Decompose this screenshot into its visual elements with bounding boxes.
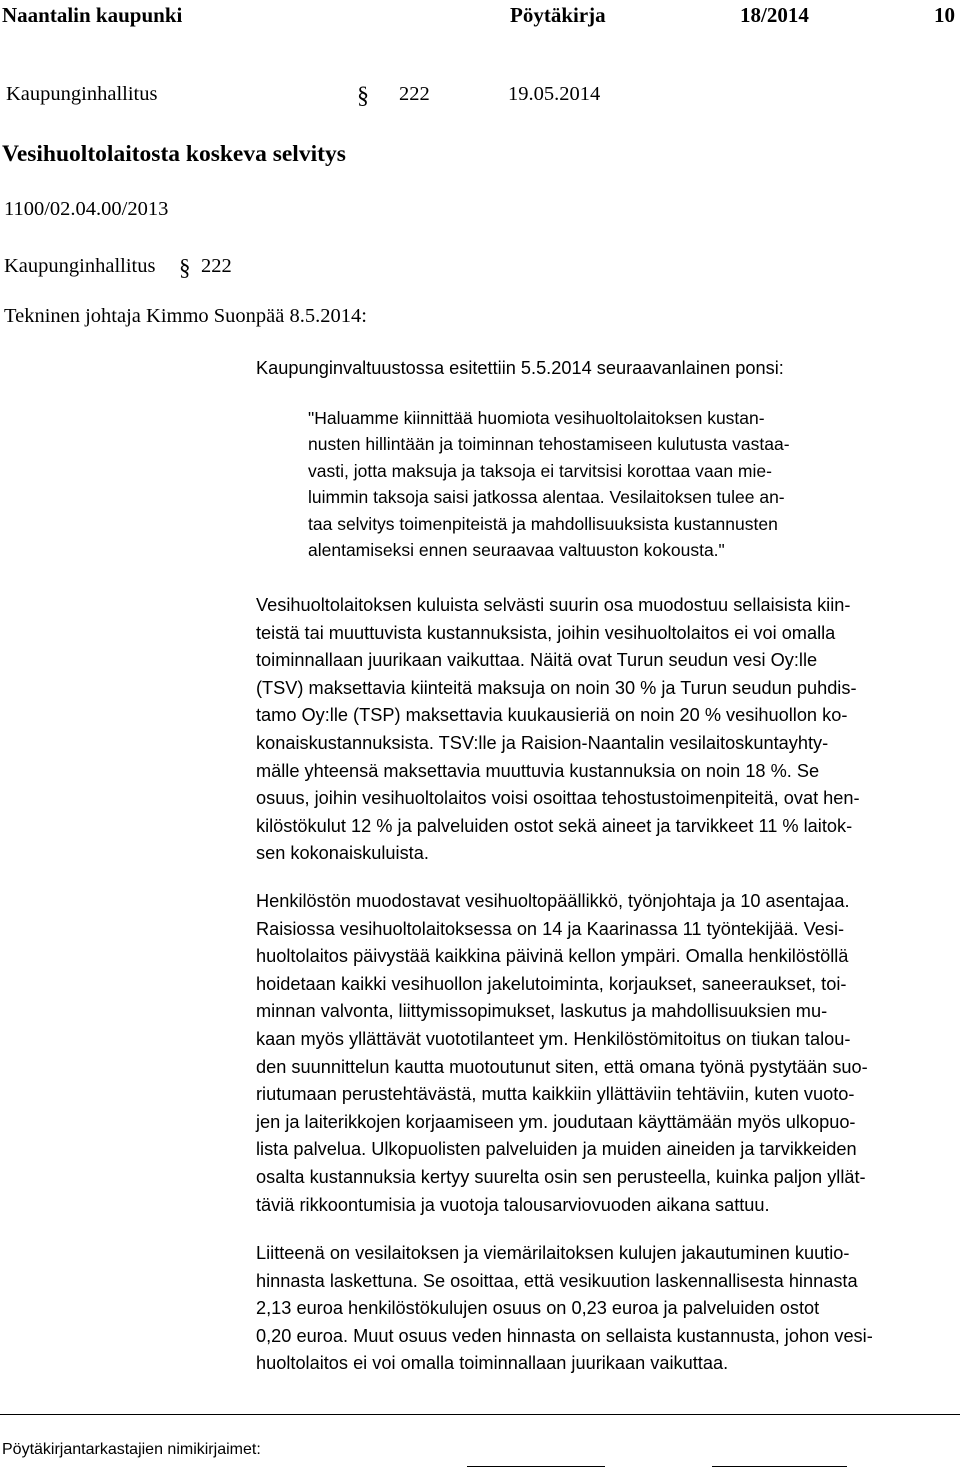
quote-line: vasti, jotta maksuja ja taksoja ei tarvitsisi korottaa vaan mie- xyxy=(308,460,772,481)
quote-line: "Haluamme kiinnittää huomiota vesihuoltolaitoksen kustan- xyxy=(308,408,765,428)
paragraph-line: den suunnittelun kautta muotoutunut siten, että omana työnä pystytään suo- xyxy=(256,1056,868,1077)
paragraph-line: teistä tai muuttuvista kustannuksista, joihin vesihuoltolaitos ei voi omalla xyxy=(256,622,836,643)
paragraph-line: 0,20 euroa. Muut osuus veden hinnasta on sellaista kustannusta, johon vesi- xyxy=(256,1325,873,1346)
footer-label: Pöytäkirjantarkastajien nimikirjaimet: xyxy=(2,1441,261,1458)
history-section-number: 222 xyxy=(201,255,232,277)
paragraph-line: Vesihuoltolaitoksen kuluista selvästi suurin osa muodostuu sellaisista kiin- xyxy=(256,595,851,615)
paragraph-line: konaiskustannuksista. TSV:lle ja Raision-Naantalin vesilaitoskuntayhty- xyxy=(256,732,829,753)
paragraph-line: huoltolaitos päivystää kaikkina päivinä kellon ympäri. Omalla henkilöstöllä xyxy=(256,946,849,967)
document-type: Pöytäkirja xyxy=(510,3,606,27)
history-section-symbol: § xyxy=(179,255,191,280)
paragraph-line: huoltolaitos ei voi omalla toiminnallaan juurikaan vaikuttaa. xyxy=(256,1353,729,1374)
paragraph-line: mälle yhteensä maksettavia muuttuvia kustannuksia on noin 18 %. Se xyxy=(256,760,820,781)
meeting-date: 19.05.2014 xyxy=(508,83,601,105)
paragraph-line: osuus, joihin vesihuoltolaitos voisi osoittaa tehostustoimenpiteitä, ovat hen- xyxy=(256,788,860,809)
paragraph-line: hoidetaan kaikki vesihuollon jakelutoiminta, korjaukset, saneeraukset, toi- xyxy=(256,973,847,994)
paragraph-line: riutumaan perustehtävästä, mutta kaikkiin yllättäviin tehtäviin, kuten vuoto- xyxy=(256,1084,855,1105)
paragraph-line: kilöstökulut 12 % ja palveluiden ostot sekä aineet ja tarvikkeet 11 % laitok- xyxy=(256,815,853,836)
paragraph-line: tamo Oy:lle (TSP) maksettavia kuukausieriä on noin 20 % vesihuollon ko- xyxy=(256,705,848,726)
signature-line-1 xyxy=(467,1466,605,1467)
intro-paragraph xyxy=(256,355,960,383)
quote-line: luimmin taksoja saisi jatkossa alentaa. Vesilaitoksen tulee an- xyxy=(308,487,785,508)
footer-divider xyxy=(0,1414,960,1415)
paragraph-staff xyxy=(256,888,960,1219)
paragraph-line: täviä rikkoontumisia ja vuotoja talousarviovuoden aikana sattuu. xyxy=(256,1194,770,1215)
paragraph-line: 2,13 euroa henkilöstökulujen osuus on 0,23 euroa ja palveluiden ostot xyxy=(256,1298,820,1319)
signature-line-2 xyxy=(712,1466,847,1467)
paragraph-line: hinnasta laskettuna. Se osoittaa, että vesikuution laskennallisesta hinnasta xyxy=(256,1270,858,1291)
paragraph-line: Liitteenä on vesilaitoksen ja viemärilaitoksen kulujen jakautuminen kuutio- xyxy=(256,1243,850,1263)
paragraph-attachment xyxy=(256,1240,960,1378)
paragraph-costs xyxy=(256,592,960,868)
intro-line: Kaupunginvaltuustossa esitettiin 5.5.2014 seuraavanlainen ponsi: xyxy=(256,358,784,378)
paragraph-line: Raisiossa vesihuoltolaitoksessa on 14 ja Kaarinassa 11 työntekijää. Vesi- xyxy=(256,918,845,939)
document-number: 18/2014 xyxy=(740,3,809,27)
quote-line: nusten hillintään ja toiminnan tehostamiseen kulutusta vastaa- xyxy=(308,434,790,455)
paragraph-line: jen ja laiterikkojen korjaamiseen ym. joudutaan käyttämään myös ulkopuo- xyxy=(256,1111,856,1132)
quoted-motion xyxy=(308,405,958,563)
meeting-body: Kaupunginhallitus xyxy=(6,83,158,105)
paragraph-line: sen kokonaiskuluista. xyxy=(256,843,429,864)
reference-number: 1100/02.04.00/2013 xyxy=(4,198,169,220)
paragraph-line: kaan myös yllättävät vuototilanteet ym. Henkilöstömitoitus on tiukan talou- xyxy=(256,1028,851,1049)
page-title: Vesihuoltolaitosta koskeva selvitys xyxy=(2,141,346,167)
quote-line: alentamiseksi ennen seuraavaa valtuuston kokousta." xyxy=(308,540,725,561)
quote-line: taa selvitys toimenpiteistä ja mahdollisuuksista kustannusten xyxy=(308,513,778,534)
page-number: 10 xyxy=(934,3,955,27)
paragraph-line: Henkilöstön muodostavat vesihuoltopäällikkö, työnjohtaja ja 10 asentajaa. xyxy=(256,891,850,911)
paragraph-line: minnan valvonta, liittymissopimukset, laskutus ja mahdollisuuksien mu- xyxy=(256,1001,828,1022)
section-number: 222 xyxy=(399,83,430,105)
paragraph-line: osalta kustannuksia kertyy suurelta osin sen perusteella, kuinka paljon yllät- xyxy=(256,1166,866,1187)
section-symbol: § xyxy=(357,83,369,109)
paragraph-line: lista palvelua. Ulkopuolisten palveluiden ja muiden aineiden ja tarvikkeiden xyxy=(256,1139,857,1160)
history-body: Kaupunginhallitus xyxy=(4,255,156,277)
municipality-name: Naantalin kaupunki xyxy=(2,3,183,27)
paragraph-line: (TSV) maksettavia kiinteitä maksuja on noin 30 % ja Turun seudun puhdis- xyxy=(256,677,857,698)
paragraph-line: toiminnallaan juurikaan vaikuttaa. Näitä ovat Turun seudun vesi Oy:lle xyxy=(256,650,818,671)
presenter-line: Tekninen johtaja Kimmo Suonpää 8.5.2014: xyxy=(4,305,367,327)
